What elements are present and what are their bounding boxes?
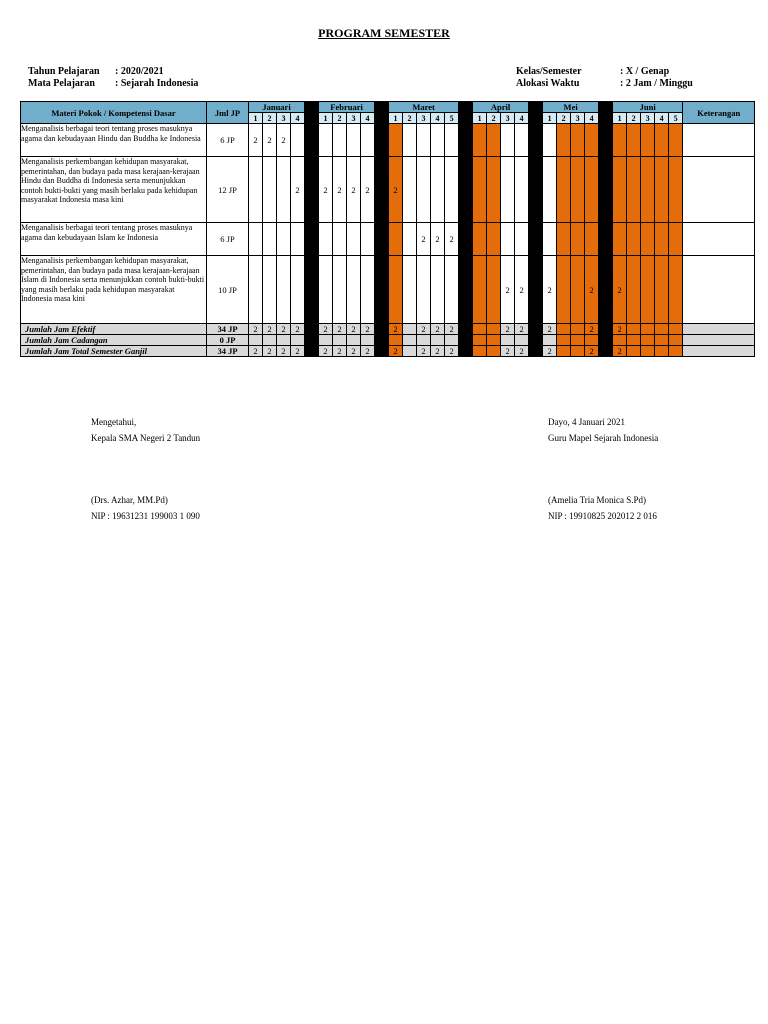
- total-jp: 34 JP: [207, 324, 249, 335]
- week-cell: [473, 124, 487, 157]
- total-week-cell: 2: [277, 346, 291, 357]
- week-cell: [417, 157, 431, 223]
- header-week: 4: [655, 113, 669, 124]
- month-separator: [599, 324, 613, 335]
- week-cell: [655, 256, 669, 324]
- mata-pelajaran: Mata Pelajaran : Sejarah Indonesia: [28, 78, 199, 89]
- month-separator: [599, 346, 613, 357]
- alokasi-waktu: Alokasi Waktu : 2 Jam / Minggu: [516, 78, 693, 89]
- kelas-semester: Kelas/Semester : X / Genap: [516, 66, 670, 77]
- total-week-cell: [487, 346, 501, 357]
- week-cell: 2: [431, 223, 445, 256]
- total-row: [21, 324, 755, 335]
- month-separator: [375, 157, 389, 223]
- week-cell: 2: [389, 157, 403, 223]
- total-week-cell: [627, 346, 641, 357]
- week-cell: [347, 223, 361, 256]
- week-cell: [445, 124, 459, 157]
- week-cell: [557, 124, 571, 157]
- week-cell: [319, 124, 333, 157]
- header-week: 5: [445, 113, 459, 124]
- sign-right-position: Guru Mapel Sejarah Indonesia: [548, 433, 659, 443]
- week-cell: [473, 157, 487, 223]
- week-cell: [291, 256, 305, 324]
- week-cell: 2: [417, 223, 431, 256]
- total-week-cell: 2: [291, 346, 305, 357]
- total-week-cell: 2: [347, 324, 361, 335]
- total-row: [21, 335, 755, 346]
- tahun-pelajaran: Tahun Pelajaran : 2020/2021: [28, 66, 164, 77]
- sign-left-name: (Drs. Azhar, MM.Pd): [91, 495, 168, 505]
- week-cell: [361, 124, 375, 157]
- header-week: 2: [557, 113, 571, 124]
- total-week-cell: [669, 324, 683, 335]
- week-cell: [277, 223, 291, 256]
- week-cell: 2: [515, 256, 529, 324]
- week-cell: [655, 157, 669, 223]
- week-cell: [403, 157, 417, 223]
- total-week-cell: [389, 335, 403, 346]
- header-materi: Materi Pokok / Kompetensi Dasar: [21, 102, 207, 124]
- header-month: Juni: [613, 102, 683, 113]
- header-month: Februari: [319, 102, 375, 113]
- table-row: [21, 124, 755, 157]
- month-separator: [529, 223, 543, 256]
- week-cell: [277, 256, 291, 324]
- page-title: PROGRAM SEMESTER: [318, 26, 450, 40]
- total-week-cell: 2: [389, 346, 403, 357]
- total-week-cell: [403, 346, 417, 357]
- month-separator: [305, 223, 319, 256]
- sign-left-greeting: Mengetahui,: [91, 417, 137, 427]
- week-cell: [627, 256, 641, 324]
- table-row: [21, 223, 755, 256]
- week-cell: [473, 256, 487, 324]
- total-week-cell: 2: [613, 346, 627, 357]
- total-week-cell: 2: [613, 324, 627, 335]
- month-separator: [529, 124, 543, 157]
- total-week-cell: [291, 335, 305, 346]
- total-week-cell: 2: [333, 324, 347, 335]
- week-cell: 2: [277, 124, 291, 157]
- total-week-cell: 2: [501, 346, 515, 357]
- month-separator: [305, 346, 319, 357]
- header-week: 4: [431, 113, 445, 124]
- week-cell: [669, 124, 683, 157]
- total-week-cell: 2: [445, 346, 459, 357]
- total-week-cell: 2: [347, 346, 361, 357]
- total-week-cell: [641, 335, 655, 346]
- total-week-cell: [641, 324, 655, 335]
- week-cell: 2: [613, 256, 627, 324]
- week-cell: [333, 124, 347, 157]
- week-cell: [613, 223, 627, 256]
- header-week: 2: [333, 113, 347, 124]
- header-month: April: [473, 102, 529, 113]
- total-week-cell: [361, 335, 375, 346]
- keterangan-cell: [683, 223, 755, 256]
- week-cell: 2: [263, 124, 277, 157]
- materi-cell: Menganalisis perkembangan kehidupan masyarakat, pemerintahan, dan budaya pada masa kerajaan-kerajaan Islam di Indonesia serta menunjukkan contoh bukti-bukti yang masih berlaku pada kehidupan masyarakat Indonesia masa kini: [21, 256, 207, 324]
- week-cell: [571, 124, 585, 157]
- total-week-cell: 2: [263, 324, 277, 335]
- month-separator: [529, 157, 543, 223]
- week-cell: 2: [585, 256, 599, 324]
- month-separator: [599, 157, 613, 223]
- total-week-cell: [557, 335, 571, 346]
- total-week-cell: [417, 335, 431, 346]
- month-separator: [459, 157, 473, 223]
- week-cell: [501, 157, 515, 223]
- month-separator: [529, 335, 543, 346]
- week-cell: [417, 256, 431, 324]
- week-cell: [361, 256, 375, 324]
- program-semester-table: [20, 101, 755, 357]
- total-week-cell: [277, 335, 291, 346]
- week-cell: [291, 124, 305, 157]
- week-cell: 2: [333, 157, 347, 223]
- total-week-cell: [655, 324, 669, 335]
- week-cell: [389, 124, 403, 157]
- header-week: 4: [515, 113, 529, 124]
- total-week-cell: [487, 335, 501, 346]
- month-separator: [459, 346, 473, 357]
- total-week-cell: [347, 335, 361, 346]
- total-week-cell: 2: [515, 346, 529, 357]
- sign-right-name: (Amelia Tria Monica S.Pd): [548, 495, 646, 505]
- month-separator: [375, 346, 389, 357]
- week-cell: [543, 124, 557, 157]
- total-week-cell: [403, 324, 417, 335]
- week-cell: [571, 256, 585, 324]
- total-week-cell: 2: [319, 346, 333, 357]
- week-cell: [319, 256, 333, 324]
- total-week-cell: 2: [431, 346, 445, 357]
- week-cell: [515, 157, 529, 223]
- materi-cell: Menganalisis berbagai teori tentang proses masuknya agama dan kebudayaan Islam ke Indonesia: [21, 223, 207, 256]
- week-cell: [557, 223, 571, 256]
- week-cell: [501, 223, 515, 256]
- week-cell: [557, 157, 571, 223]
- week-cell: [515, 223, 529, 256]
- week-cell: 2: [347, 157, 361, 223]
- week-cell: [403, 256, 417, 324]
- week-cell: [333, 256, 347, 324]
- week-cell: [543, 157, 557, 223]
- header-week: 2: [627, 113, 641, 124]
- month-separator: [459, 335, 473, 346]
- sign-left-nip: NIP : 19631231 199003 1 090: [91, 511, 200, 521]
- month-separator: [375, 124, 389, 157]
- week-cell: [487, 256, 501, 324]
- header-jml-jp: Jml JP: [207, 102, 249, 124]
- total-week-cell: [613, 335, 627, 346]
- total-week-cell: 2: [333, 346, 347, 357]
- total-keterangan: [683, 324, 755, 335]
- total-week-cell: 2: [585, 324, 599, 335]
- month-separator: [305, 335, 319, 346]
- total-keterangan: [683, 335, 755, 346]
- table-row: [21, 256, 755, 324]
- week-cell: [557, 256, 571, 324]
- month-separator: [459, 223, 473, 256]
- header-week: 1: [473, 113, 487, 124]
- header-week: 3: [417, 113, 431, 124]
- header-week: 1: [543, 113, 557, 124]
- header-week: 2: [263, 113, 277, 124]
- header-week: 1: [613, 113, 627, 124]
- month-separator: [375, 324, 389, 335]
- total-week-cell: 2: [319, 324, 333, 335]
- header-week: 3: [641, 113, 655, 124]
- month-separator: [529, 346, 543, 357]
- week-cell: [347, 124, 361, 157]
- week-cell: [263, 223, 277, 256]
- header-week: 3: [347, 113, 361, 124]
- week-cell: [641, 124, 655, 157]
- week-cell: [627, 223, 641, 256]
- total-week-cell: 2: [515, 324, 529, 335]
- header-week: 3: [277, 113, 291, 124]
- week-cell: [263, 157, 277, 223]
- total-week-cell: [655, 346, 669, 357]
- total-week-cell: [473, 346, 487, 357]
- week-cell: [655, 223, 669, 256]
- total-week-cell: [557, 324, 571, 335]
- header-week: 4: [291, 113, 305, 124]
- total-week-cell: 2: [445, 324, 459, 335]
- header-week: 5: [669, 113, 683, 124]
- total-week-cell: 2: [417, 346, 431, 357]
- total-week-cell: 2: [501, 324, 515, 335]
- header-week: 1: [249, 113, 263, 124]
- month-separator: [459, 324, 473, 335]
- materi-cell: Menganalisis berbagai teori tentang proses masuknya agama dan kebudayaan Hindu dan Buddha ke Indonesia: [21, 124, 207, 157]
- week-cell: [445, 157, 459, 223]
- header-month: Mei: [543, 102, 599, 113]
- month-separator: [529, 102, 543, 124]
- total-week-cell: 2: [361, 346, 375, 357]
- total-week-cell: [543, 335, 557, 346]
- week-cell: [249, 256, 263, 324]
- total-week-cell: [501, 335, 515, 346]
- month-separator: [599, 124, 613, 157]
- week-cell: [319, 223, 333, 256]
- month-separator: [305, 157, 319, 223]
- keterangan-cell: [683, 124, 755, 157]
- total-week-cell: [627, 324, 641, 335]
- week-cell: [669, 157, 683, 223]
- week-cell: [487, 124, 501, 157]
- total-week-cell: [669, 346, 683, 357]
- total-label: Jumlah Jam Efektif: [21, 324, 207, 335]
- week-cell: [585, 124, 599, 157]
- total-jp: 34 JP: [207, 346, 249, 357]
- header-week: 3: [571, 113, 585, 124]
- header-week: 2: [487, 113, 501, 124]
- week-cell: [627, 124, 641, 157]
- month-separator: [375, 256, 389, 324]
- month-separator: [459, 102, 473, 124]
- week-cell: [585, 223, 599, 256]
- total-week-cell: [557, 346, 571, 357]
- sign-right-nip: NIP : 19910825 202012 2 016: [548, 511, 657, 521]
- jp-cell: 6 JP: [207, 124, 249, 157]
- total-week-cell: [571, 324, 585, 335]
- total-week-cell: 2: [543, 324, 557, 335]
- header-week: 4: [585, 113, 599, 124]
- month-separator: [459, 124, 473, 157]
- week-cell: 2: [319, 157, 333, 223]
- total-week-cell: [641, 346, 655, 357]
- week-cell: [473, 223, 487, 256]
- month-separator: [529, 324, 543, 335]
- week-cell: [417, 124, 431, 157]
- header-keterangan: Keterangan: [683, 102, 755, 124]
- month-separator: [375, 102, 389, 124]
- month-separator: [599, 223, 613, 256]
- week-cell: [487, 223, 501, 256]
- jp-cell: 12 JP: [207, 157, 249, 223]
- week-cell: [361, 223, 375, 256]
- total-week-cell: 2: [417, 324, 431, 335]
- week-cell: 2: [361, 157, 375, 223]
- total-row: [21, 346, 755, 357]
- month-separator: [305, 324, 319, 335]
- week-cell: 2: [543, 256, 557, 324]
- week-cell: 2: [291, 157, 305, 223]
- total-week-cell: 2: [431, 324, 445, 335]
- jp-cell: 10 JP: [207, 256, 249, 324]
- week-cell: [571, 223, 585, 256]
- month-separator: [599, 256, 613, 324]
- month-separator: [305, 256, 319, 324]
- week-cell: [487, 157, 501, 223]
- total-jp: 0 JP: [207, 335, 249, 346]
- week-cell: [431, 157, 445, 223]
- total-week-cell: 2: [277, 324, 291, 335]
- week-cell: [543, 223, 557, 256]
- week-cell: [389, 256, 403, 324]
- total-week-cell: [473, 324, 487, 335]
- week-cell: [403, 223, 417, 256]
- total-week-cell: [669, 335, 683, 346]
- month-separator: [459, 256, 473, 324]
- week-cell: [501, 124, 515, 157]
- week-cell: [613, 157, 627, 223]
- total-label: Jumlah Jam Total Semester Ganjil: [21, 346, 207, 357]
- materi-cell: Menganalisis perkembangan kehidupan masyarakat, pemerintahan, dan budaya pada masa kerajaan-kerajaan Hindu dan Buddha di Indonesia serta menunjukkan contoh bukti-bukti yang masih berlaku pada kehidupan masyarakat Indonesia masa kini: [21, 157, 207, 223]
- total-week-cell: [249, 335, 263, 346]
- total-week-cell: [655, 335, 669, 346]
- week-cell: [277, 157, 291, 223]
- week-cell: [641, 256, 655, 324]
- header-week: 3: [501, 113, 515, 124]
- total-week-cell: 2: [585, 346, 599, 357]
- month-separator: [305, 124, 319, 157]
- week-cell: [613, 124, 627, 157]
- week-cell: [249, 223, 263, 256]
- header-month: Maret: [389, 102, 459, 113]
- total-week-cell: 2: [263, 346, 277, 357]
- month-separator: [529, 256, 543, 324]
- month-separator: [599, 102, 613, 124]
- week-cell: [389, 223, 403, 256]
- total-week-cell: 2: [543, 346, 557, 357]
- week-cell: [291, 223, 305, 256]
- keterangan-cell: [683, 157, 755, 223]
- header-week: 1: [389, 113, 403, 124]
- total-keterangan: [683, 346, 755, 357]
- total-week-cell: 2: [291, 324, 305, 335]
- week-cell: [655, 124, 669, 157]
- jp-cell: 6 JP: [207, 223, 249, 256]
- total-week-cell: 2: [389, 324, 403, 335]
- total-week-cell: 2: [361, 324, 375, 335]
- week-cell: [333, 223, 347, 256]
- total-week-cell: 2: [249, 346, 263, 357]
- total-week-cell: [263, 335, 277, 346]
- sign-left-position: Kepala SMA Negeri 2 Tandun: [91, 433, 201, 443]
- week-cell: [431, 124, 445, 157]
- total-week-cell: [445, 335, 459, 346]
- week-cell: [571, 157, 585, 223]
- month-separator: [305, 102, 319, 124]
- header-week: 1: [319, 113, 333, 124]
- total-week-cell: [627, 335, 641, 346]
- week-cell: [641, 157, 655, 223]
- week-cell: [627, 157, 641, 223]
- week-cell: [515, 124, 529, 157]
- week-cell: [263, 256, 277, 324]
- total-week-cell: [431, 335, 445, 346]
- total-week-cell: [473, 335, 487, 346]
- week-cell: [431, 256, 445, 324]
- total-week-cell: [571, 335, 585, 346]
- header-week: 4: [361, 113, 375, 124]
- keterangan-cell: [683, 256, 755, 324]
- total-week-cell: [403, 335, 417, 346]
- month-separator: [375, 223, 389, 256]
- total-week-cell: [515, 335, 529, 346]
- month-separator: [375, 335, 389, 346]
- month-separator: [599, 335, 613, 346]
- week-cell: [641, 223, 655, 256]
- week-cell: [445, 256, 459, 324]
- total-week-cell: [487, 324, 501, 335]
- total-week-cell: [571, 346, 585, 357]
- total-week-cell: 2: [249, 324, 263, 335]
- week-cell: 2: [445, 223, 459, 256]
- total-week-cell: [585, 335, 599, 346]
- total-week-cell: [333, 335, 347, 346]
- week-cell: [403, 124, 417, 157]
- week-cell: [669, 256, 683, 324]
- week-cell: 2: [501, 256, 515, 324]
- week-cell: 2: [249, 124, 263, 157]
- table-row: [21, 157, 755, 223]
- week-cell: [585, 157, 599, 223]
- sign-right-date: Dayo, 4 Januari 2021: [548, 417, 625, 427]
- total-label: Jumlah Jam Cadangan: [21, 335, 207, 346]
- total-week-cell: [319, 335, 333, 346]
- header-week: 2: [403, 113, 417, 124]
- week-cell: [669, 223, 683, 256]
- header-month: Januari: [249, 102, 305, 113]
- week-cell: [347, 256, 361, 324]
- week-cell: [249, 157, 263, 223]
